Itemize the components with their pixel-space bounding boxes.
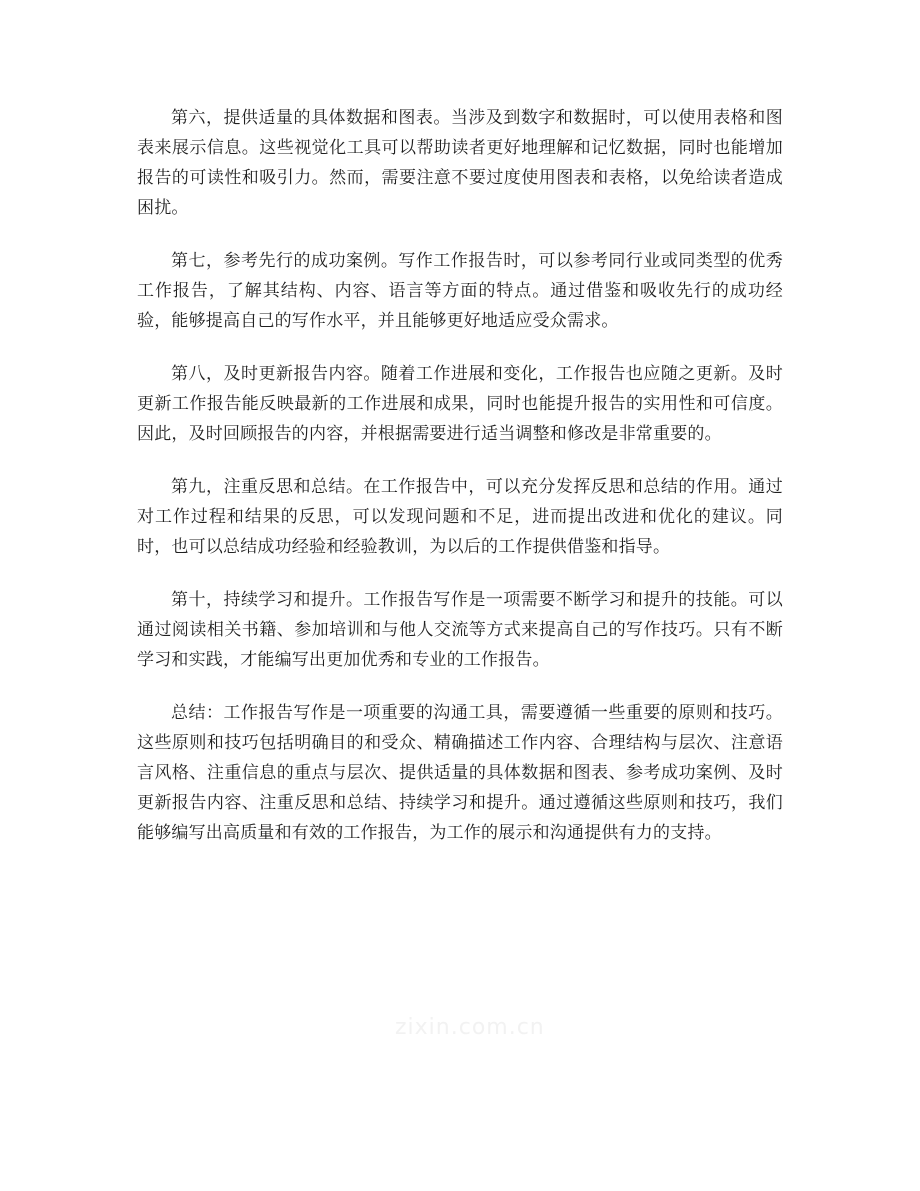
paragraph-eighth: 第八，及时更新报告内容。随着工作进展和变化，工作报告也应随之更新。及时更新工作报告能反映最新的工作进展和成果，同时也能提升报告的实用性和可信度。因此，及时回顾报告的内容，并根据需要进行适当调整和修改是非常重要的。 [137,364,783,444]
document-body [137,103,783,871]
paragraph-ninth: 第九，注重反思和总结。在工作报告中，可以充分发挥反思和总结的作用。通过对工作过程和结果的反思，可以发现问题和不足，进而提出改进和优化的建议。同时，也可以总结成功经验和经验教训，为以后的工作提供借鉴和指导。 [137,477,783,557]
paragraph-seventh: 第七，参考先行的成功案例。写作工作报告时，可以参考同行业或同类型的优秀工作报告，了解其结构、内容、语言等方面的特点。通过借鉴和吸收先行的成功经验，能够提高自己的写作水平，并且能够更好地适应受众需求。 [137,251,783,331]
paragraph-sixth: 第六，提供适量的具体数据和图表。当涉及到数字和数据时，可以使用表格和图表来展示信息。这些视觉化工具可以帮助读者更好地理解和记忆数据，同时也能增加报告的可读性和吸引力。然而，需要注意不要过度使用图表和表格，以免给读者造成困扰。 [137,108,783,218]
paragraph-tenth: 第十，持续学习和提升。工作报告写作是一项需要不断学习和提升的技能。可以通过阅读相关书籍、参加培训和与他人交流等方式来提高自己的写作技巧。只有不断学习和实践，才能编写出更加优秀和专业的工作报告。 [137,590,783,670]
paragraph-summary: 总结：工作报告写作是一项重要的沟通工具，需要遵循一些重要的原则和技巧。这些原则和技巧包括明确目的和受众、精确描述工作内容、合理结构与层次、注意语言风格、注重信息的重点与层次、提供适量的具体数据和图表、参考成功案例、及时更新报告内容、注重反思和总结、持续学习和提升。通过遵循这些原则和技巧，我们能够编写出高质量和有效的工作报告，为工作的展示和沟通提供有力的支持。 [137,703,783,843]
watermark: zixin.com.cn [395,1015,545,1040]
